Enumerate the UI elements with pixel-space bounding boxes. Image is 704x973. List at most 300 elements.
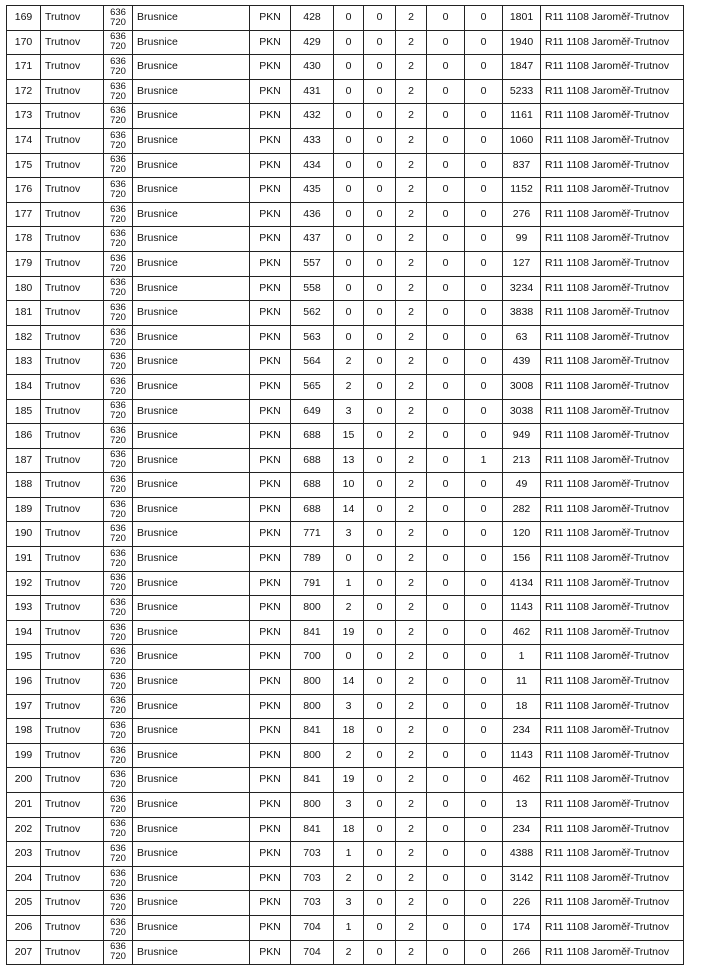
area-cell: 949	[503, 424, 541, 449]
value-cell-1: 0	[364, 891, 396, 916]
table-row	[7, 473, 684, 498]
district-cell: Trutnov	[41, 793, 104, 818]
parcel-cell: 437	[291, 227, 334, 252]
area-cell: 11	[503, 670, 541, 695]
value-cell-1: 0	[364, 202, 396, 227]
route-cell: R11 1108 Jaroměř-Trutnov	[541, 227, 684, 252]
table-row	[7, 620, 684, 645]
sub-parcel-cell: 0	[334, 55, 364, 80]
locality-cell: Brusnice	[133, 866, 250, 891]
table-row	[7, 178, 684, 203]
area-cell: 3142	[503, 866, 541, 891]
table-row	[7, 325, 684, 350]
locality-cell: Brusnice	[133, 55, 250, 80]
route-cell: R11 1108 Jaroměř-Trutnov	[541, 866, 684, 891]
area-cell: 63	[503, 325, 541, 350]
table-row	[7, 670, 684, 695]
parcel-table	[6, 5, 684, 965]
sub-parcel-cell: 2	[334, 940, 364, 965]
route-cell: R11 1108 Jaroměř-Trutnov	[541, 6, 684, 31]
code-line-1: 636	[110, 203, 126, 215]
row-number: 183	[7, 350, 41, 375]
code-line-1: 636	[110, 80, 126, 92]
sub-parcel-cell: 2	[334, 374, 364, 399]
value-cell-2: 2	[396, 497, 427, 522]
route-cell: R11 1108 Jaroměř-Trutnov	[541, 251, 684, 276]
code-line-2: 720	[110, 90, 126, 102]
table-row	[7, 522, 684, 547]
code-line-2: 720	[110, 484, 126, 496]
route-cell: R11 1108 Jaroměř-Trutnov	[541, 817, 684, 842]
kind-cell: PKN	[250, 374, 291, 399]
code-line-2: 720	[110, 65, 126, 77]
value-cell-1: 0	[364, 6, 396, 31]
row-number: 169	[7, 6, 41, 31]
kind-cell: PKN	[250, 817, 291, 842]
code-line-1: 636	[110, 326, 126, 338]
code-line-1: 636	[110, 154, 126, 166]
area-cell: 120	[503, 522, 541, 547]
sub-parcel-cell: 1	[334, 842, 364, 867]
value-cell-2: 2	[396, 104, 427, 129]
row-number: 171	[7, 55, 41, 80]
district-cell: Trutnov	[41, 448, 104, 473]
value-cell-4: 0	[465, 350, 503, 375]
area-cell: 1	[503, 645, 541, 670]
parcel-cell: 789	[291, 547, 334, 572]
code-line-1: 636	[110, 351, 126, 363]
kind-cell: PKN	[250, 350, 291, 375]
table-row	[7, 743, 684, 768]
kind-cell: PKN	[250, 153, 291, 178]
sub-parcel-cell: 0	[334, 645, 364, 670]
table-row	[7, 374, 684, 399]
code-line-1: 636	[110, 31, 126, 43]
value-cell-3: 0	[427, 325, 465, 350]
value-cell-1: 0	[364, 915, 396, 940]
sub-parcel-cell: 0	[334, 128, 364, 153]
locality-cell: Brusnice	[133, 596, 250, 621]
value-cell-4: 0	[465, 915, 503, 940]
value-cell-4: 0	[465, 743, 503, 768]
sub-parcel-cell: 0	[334, 104, 364, 129]
code-line-2: 720	[110, 631, 126, 643]
code-line-2: 720	[110, 410, 126, 422]
row-number: 192	[7, 571, 41, 596]
value-cell-2: 2	[396, 6, 427, 31]
locality-cell: Brusnice	[133, 842, 250, 867]
row-number: 199	[7, 743, 41, 768]
value-cell-4: 0	[465, 251, 503, 276]
sub-parcel-cell: 0	[334, 276, 364, 301]
table-row	[7, 645, 684, 670]
district-cell: Trutnov	[41, 768, 104, 793]
route-cell: R11 1108 Jaroměř-Trutnov	[541, 645, 684, 670]
code-line-1: 636	[110, 105, 126, 117]
parcel-cell: 700	[291, 645, 334, 670]
cadastral-code-cell	[104, 30, 133, 55]
route-cell: R11 1108 Jaroměř-Trutnov	[541, 768, 684, 793]
sub-parcel-cell: 3	[334, 793, 364, 818]
value-cell-4: 0	[465, 670, 503, 695]
value-cell-1: 0	[364, 424, 396, 449]
value-cell-1: 0	[364, 620, 396, 645]
district-cell: Trutnov	[41, 178, 104, 203]
value-cell-2: 2	[396, 620, 427, 645]
value-cell-1: 0	[364, 522, 396, 547]
code-line-1: 636	[110, 375, 126, 387]
value-cell-3: 0	[427, 276, 465, 301]
code-line-1: 636	[110, 400, 126, 412]
parcel-cell: 841	[291, 620, 334, 645]
sub-parcel-cell: 0	[334, 178, 364, 203]
route-cell: R11 1108 Jaroměř-Trutnov	[541, 301, 684, 326]
value-cell-3: 0	[427, 350, 465, 375]
value-cell-1: 0	[364, 866, 396, 891]
sub-parcel-cell: 14	[334, 670, 364, 695]
table-row	[7, 891, 684, 916]
value-cell-2: 2	[396, 793, 427, 818]
value-cell-2: 2	[396, 571, 427, 596]
value-cell-3: 0	[427, 374, 465, 399]
value-cell-1: 0	[364, 694, 396, 719]
value-cell-1: 0	[364, 817, 396, 842]
table-row	[7, 547, 684, 572]
value-cell-4: 0	[465, 153, 503, 178]
row-number: 172	[7, 79, 41, 104]
district-cell: Trutnov	[41, 645, 104, 670]
value-cell-4: 0	[465, 55, 503, 80]
value-cell-3: 0	[427, 670, 465, 695]
cadastral-code-cell	[104, 374, 133, 399]
value-cell-3: 0	[427, 202, 465, 227]
value-cell-2: 2	[396, 842, 427, 867]
row-number: 194	[7, 620, 41, 645]
table-row	[7, 202, 684, 227]
code-line-2: 720	[110, 41, 126, 53]
value-cell-4: 0	[465, 497, 503, 522]
locality-cell: Brusnice	[133, 202, 250, 227]
value-cell-1: 0	[364, 743, 396, 768]
district-cell: Trutnov	[41, 842, 104, 867]
parcel-cell: 800	[291, 670, 334, 695]
table-row	[7, 55, 684, 80]
value-cell-2: 2	[396, 694, 427, 719]
kind-cell: PKN	[250, 104, 291, 129]
kind-cell: PKN	[250, 866, 291, 891]
parcel-cell: 688	[291, 497, 334, 522]
district-cell: Trutnov	[41, 866, 104, 891]
cadastral-code-cell	[104, 227, 133, 252]
district-cell: Trutnov	[41, 547, 104, 572]
route-cell: R11 1108 Jaroměř-Trutnov	[541, 940, 684, 965]
table-row	[7, 694, 684, 719]
table-row	[7, 424, 684, 449]
value-cell-2: 2	[396, 325, 427, 350]
parcel-cell: 564	[291, 350, 334, 375]
value-cell-3: 0	[427, 79, 465, 104]
code-line-2: 720	[110, 877, 126, 889]
code-line-1: 636	[110, 892, 126, 904]
route-cell: R11 1108 Jaroměř-Trutnov	[541, 670, 684, 695]
row-number: 178	[7, 227, 41, 252]
parcel-cell: 703	[291, 842, 334, 867]
code-line-2: 720	[110, 459, 126, 471]
code-line-2: 720	[110, 852, 126, 864]
value-cell-1: 0	[364, 571, 396, 596]
kind-cell: PKN	[250, 793, 291, 818]
value-cell-3: 0	[427, 399, 465, 424]
kind-cell: PKN	[250, 497, 291, 522]
value-cell-1: 0	[364, 940, 396, 965]
locality-cell: Brusnice	[133, 817, 250, 842]
value-cell-2: 2	[396, 719, 427, 744]
parcel-cell: 841	[291, 768, 334, 793]
code-line-1: 636	[110, 867, 126, 879]
code-line-1: 636	[110, 178, 126, 190]
value-cell-3: 0	[427, 104, 465, 129]
table-row	[7, 79, 684, 104]
parcel-cell: 800	[291, 694, 334, 719]
row-number: 202	[7, 817, 41, 842]
area-cell: 1152	[503, 178, 541, 203]
route-cell: R11 1108 Jaroměř-Trutnov	[541, 128, 684, 153]
value-cell-3: 0	[427, 571, 465, 596]
kind-cell: PKN	[250, 596, 291, 621]
value-cell-3: 0	[427, 448, 465, 473]
kind-cell: PKN	[250, 55, 291, 80]
table-row	[7, 571, 684, 596]
value-cell-1: 0	[364, 350, 396, 375]
code-line-1: 636	[110, 572, 126, 584]
route-cell: R11 1108 Jaroměř-Trutnov	[541, 547, 684, 572]
parcel-cell: 428	[291, 6, 334, 31]
value-cell-3: 0	[427, 940, 465, 965]
route-cell: R11 1108 Jaroměř-Trutnov	[541, 497, 684, 522]
code-line-2: 720	[110, 361, 126, 373]
value-cell-3: 0	[427, 178, 465, 203]
value-cell-3: 0	[427, 473, 465, 498]
kind-cell: PKN	[250, 227, 291, 252]
value-cell-4: 0	[465, 276, 503, 301]
cadastral-code-cell	[104, 694, 133, 719]
cadastral-code-cell	[104, 497, 133, 522]
value-cell-1: 0	[364, 276, 396, 301]
value-cell-1: 0	[364, 227, 396, 252]
kind-cell: PKN	[250, 251, 291, 276]
kind-cell: PKN	[250, 670, 291, 695]
district-cell: Trutnov	[41, 424, 104, 449]
code-line-2: 720	[110, 213, 126, 225]
kind-cell: PKN	[250, 301, 291, 326]
parcel-cell: 688	[291, 448, 334, 473]
value-cell-4: 0	[465, 522, 503, 547]
area-cell: 234	[503, 817, 541, 842]
kind-cell: PKN	[250, 743, 291, 768]
area-cell: 49	[503, 473, 541, 498]
parcel-cell: 771	[291, 522, 334, 547]
value-cell-1: 0	[364, 670, 396, 695]
sub-parcel-cell: 19	[334, 768, 364, 793]
kind-cell: PKN	[250, 448, 291, 473]
row-number: 205	[7, 891, 41, 916]
value-cell-2: 2	[396, 891, 427, 916]
route-cell: R11 1108 Jaroměř-Trutnov	[541, 276, 684, 301]
sub-parcel-cell: 10	[334, 473, 364, 498]
value-cell-4: 0	[465, 719, 503, 744]
parcel-cell: 800	[291, 743, 334, 768]
value-cell-2: 2	[396, 178, 427, 203]
area-cell: 439	[503, 350, 541, 375]
route-cell: R11 1108 Jaroměř-Trutnov	[541, 915, 684, 940]
parcel-cell: 431	[291, 79, 334, 104]
value-cell-1: 0	[364, 325, 396, 350]
kind-cell: PKN	[250, 399, 291, 424]
district-cell: Trutnov	[41, 620, 104, 645]
kind-cell: PKN	[250, 571, 291, 596]
parcel-cell: 565	[291, 374, 334, 399]
district-cell: Trutnov	[41, 6, 104, 31]
value-cell-1: 0	[364, 596, 396, 621]
table-body	[7, 6, 684, 965]
code-line-2: 720	[110, 680, 126, 692]
value-cell-3: 0	[427, 251, 465, 276]
value-cell-4: 0	[465, 301, 503, 326]
parcel-cell: 558	[291, 276, 334, 301]
kind-cell: PKN	[250, 325, 291, 350]
parcel-cell: 704	[291, 940, 334, 965]
code-line-1: 636	[110, 695, 126, 707]
route-cell: R11 1108 Jaroměř-Trutnov	[541, 399, 684, 424]
parcel-cell: 563	[291, 325, 334, 350]
route-cell: R11 1108 Jaroměř-Trutnov	[541, 55, 684, 80]
parcel-cell: 435	[291, 178, 334, 203]
cadastral-code-cell	[104, 79, 133, 104]
value-cell-2: 2	[396, 202, 427, 227]
table-row	[7, 448, 684, 473]
area-cell: 1143	[503, 743, 541, 768]
value-cell-3: 0	[427, 768, 465, 793]
route-cell: R11 1108 Jaroměř-Trutnov	[541, 350, 684, 375]
route-cell: R11 1108 Jaroměř-Trutnov	[541, 793, 684, 818]
code-line-2: 720	[110, 287, 126, 299]
value-cell-4: 0	[465, 596, 503, 621]
area-cell: 1940	[503, 30, 541, 55]
area-cell: 266	[503, 940, 541, 965]
area-cell: 3008	[503, 374, 541, 399]
row-number: 173	[7, 104, 41, 129]
parcel-cell: 841	[291, 719, 334, 744]
value-cell-3: 0	[427, 719, 465, 744]
value-cell-4: 0	[465, 227, 503, 252]
value-cell-1: 0	[364, 79, 396, 104]
sub-parcel-cell: 0	[334, 227, 364, 252]
row-number: 177	[7, 202, 41, 227]
locality-cell: Brusnice	[133, 325, 250, 350]
locality-cell: Brusnice	[133, 547, 250, 572]
value-cell-2: 2	[396, 276, 427, 301]
district-cell: Trutnov	[41, 227, 104, 252]
value-cell-4: 0	[465, 30, 503, 55]
district-cell: Trutnov	[41, 276, 104, 301]
value-cell-2: 2	[396, 915, 427, 940]
code-line-1: 636	[110, 252, 126, 264]
parcel-cell: 841	[291, 817, 334, 842]
sub-parcel-cell: 13	[334, 448, 364, 473]
locality-cell: Brusnice	[133, 768, 250, 793]
value-cell-4: 0	[465, 891, 503, 916]
parcel-cell: 433	[291, 128, 334, 153]
locality-cell: Brusnice	[133, 743, 250, 768]
district-cell: Trutnov	[41, 522, 104, 547]
parcel-cell: 800	[291, 596, 334, 621]
area-cell: 3234	[503, 276, 541, 301]
value-cell-2: 2	[396, 424, 427, 449]
sub-parcel-cell: 2	[334, 350, 364, 375]
sub-parcel-cell: 15	[334, 424, 364, 449]
row-number: 201	[7, 793, 41, 818]
parcel-cell: 434	[291, 153, 334, 178]
value-cell-1: 0	[364, 178, 396, 203]
code-line-1: 636	[110, 228, 126, 240]
locality-cell: Brusnice	[133, 399, 250, 424]
row-number: 180	[7, 276, 41, 301]
row-number: 184	[7, 374, 41, 399]
value-cell-3: 0	[427, 547, 465, 572]
value-cell-3: 0	[427, 645, 465, 670]
table-row	[7, 596, 684, 621]
cadastral-code-cell	[104, 399, 133, 424]
parcel-cell: 557	[291, 251, 334, 276]
locality-cell: Brusnice	[133, 497, 250, 522]
cadastral-code-cell	[104, 743, 133, 768]
value-cell-4: 0	[465, 104, 503, 129]
area-cell: 1060	[503, 128, 541, 153]
kind-cell: PKN	[250, 891, 291, 916]
sub-parcel-cell: 18	[334, 817, 364, 842]
cadastral-code-cell	[104, 817, 133, 842]
value-cell-1: 0	[364, 497, 396, 522]
kind-cell: PKN	[250, 522, 291, 547]
district-cell: Trutnov	[41, 940, 104, 965]
value-cell-4: 0	[465, 424, 503, 449]
row-number: 193	[7, 596, 41, 621]
value-cell-2: 2	[396, 251, 427, 276]
value-cell-3: 0	[427, 817, 465, 842]
area-cell: 174	[503, 915, 541, 940]
district-cell: Trutnov	[41, 670, 104, 695]
value-cell-4: 0	[465, 325, 503, 350]
value-cell-1: 0	[364, 547, 396, 572]
cadastral-code-cell	[104, 793, 133, 818]
value-cell-4: 0	[465, 817, 503, 842]
kind-cell: PKN	[250, 6, 291, 31]
sub-parcel-cell: 19	[334, 620, 364, 645]
district-cell: Trutnov	[41, 817, 104, 842]
value-cell-4: 0	[465, 547, 503, 572]
district-cell: Trutnov	[41, 350, 104, 375]
value-cell-2: 2	[396, 399, 427, 424]
row-number: 200	[7, 768, 41, 793]
code-line-1: 636	[110, 818, 126, 830]
route-cell: R11 1108 Jaroměř-Trutnov	[541, 522, 684, 547]
code-line-2: 720	[110, 705, 126, 717]
cadastral-code-cell	[104, 276, 133, 301]
district-cell: Trutnov	[41, 374, 104, 399]
code-line-2: 720	[110, 434, 126, 446]
kind-cell: PKN	[250, 842, 291, 867]
route-cell: R11 1108 Jaroměř-Trutnov	[541, 104, 684, 129]
